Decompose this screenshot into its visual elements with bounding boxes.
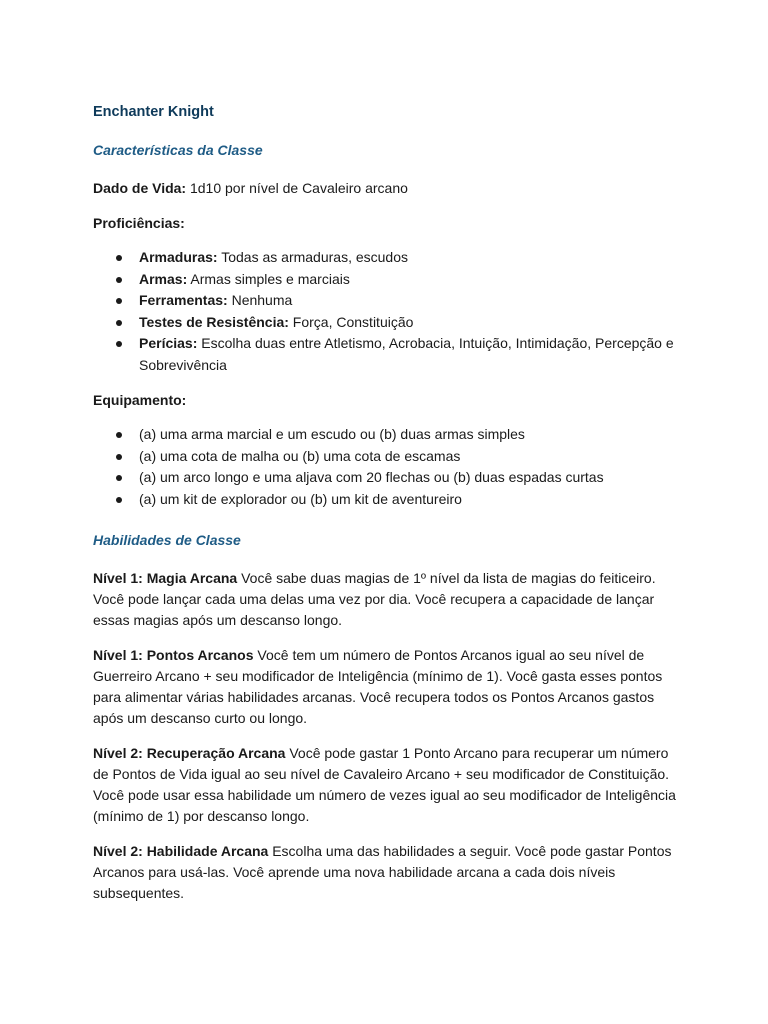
feature-text: Você tem um número de Pontos Arcanos igual ao seu nível de Guerreiro Arcano + seu modificador de Inteligência (mínimo de 1). Você gasta esses pontos para alimentar várias habilidades arcanas. Você recupera todos os Pontos Arcanos gastos após um descanso curto ou longo. bbox=[93, 647, 663, 726]
hit-die-line bbox=[93, 178, 678, 199]
proficiency-label: Testes de Resistência: bbox=[139, 313, 289, 330]
proficiency-label: Ferramentas: bbox=[139, 292, 228, 308]
document-title: Enchanter Knight bbox=[93, 104, 214, 120]
bullet-icon bbox=[116, 497, 122, 503]
feature-paragraph bbox=[93, 743, 678, 827]
equipment-text: (a) um arco longo e uma aljava com 20 flechas ou (b) duas espadas curtas bbox=[139, 469, 604, 485]
bullet-icon bbox=[116, 475, 122, 481]
bullet-icon bbox=[116, 341, 122, 347]
list-item bbox=[93, 333, 678, 376]
bullet-icon bbox=[116, 454, 122, 460]
feature-text: Escolha uma das habilidades a seguir. Você pode gastar Pontos Arcanos para usá-las. Você aprende uma nova habilidade arcana a cada dois níveis subsequentes. bbox=[93, 843, 672, 901]
feature-paragraph bbox=[93, 645, 678, 729]
list-item bbox=[93, 312, 678, 334]
proficiency-text: Todas as armaduras, escudos bbox=[217, 249, 408, 265]
proficiency-text: Nenhuma bbox=[227, 292, 293, 308]
list-item bbox=[93, 446, 678, 468]
equipment-text: (a) uma arma marcial e um escudo ou (b) duas armas simples bbox=[139, 426, 525, 442]
equipment-text: (a) um kit de explorador ou (b) um kit de aventureiro bbox=[139, 490, 462, 507]
equipment-list bbox=[93, 424, 678, 510]
list-item bbox=[93, 269, 678, 291]
feature-text: Você sabe duas magias de 1º nível da lista de magias do feiticeiro. Você pode lançar cada uma delas uma vez por dia. Você recupera a capacidade de lançar essas magias após um descanso longo. bbox=[93, 570, 656, 628]
hit-die-text: 1d10 por nível de Cavaleiro arcano bbox=[186, 180, 408, 196]
proficiencies-list bbox=[93, 247, 678, 376]
feature-label: Nível 2: Recuperação Arcana bbox=[93, 745, 286, 761]
bullet-icon bbox=[116, 255, 122, 261]
proficiency-label: Armaduras: bbox=[139, 249, 218, 265]
proficiencies-label: Proficiências: bbox=[93, 215, 185, 231]
feature-label: Nível 2: Habilidade Arcana bbox=[93, 843, 269, 859]
proficiency-text: Força, Constituição bbox=[288, 313, 414, 330]
bullet-icon bbox=[116, 320, 122, 326]
proficiency-label: Perícias: bbox=[139, 335, 198, 351]
equipment-text: (a) uma cota de malha ou (b) uma cota de escamas bbox=[139, 447, 461, 464]
hit-die-label: Dado de Vida: bbox=[93, 180, 187, 196]
feature-text: Você pode gastar 1 Ponto Arcano para recuperar um número de Pontos de Vida igual ao seu nível de Cavaleiro Arcano + seu modificador de Constituição. Você pode usar essa habilidade um número de vezes igual ao seu modificador de Inteligência (mínimo de 1) por descanso longo. bbox=[93, 745, 676, 824]
feature-paragraph bbox=[93, 568, 678, 631]
bullet-icon bbox=[116, 298, 122, 304]
feature-label: Nível 1: Pontos Arcanos bbox=[93, 647, 254, 663]
list-item bbox=[93, 467, 678, 489]
proficiency-label: Armas: bbox=[139, 270, 188, 287]
feature-label: Nível 1: Magia Arcana bbox=[93, 570, 238, 586]
bullet-icon bbox=[116, 277, 122, 283]
bullet-icon bbox=[116, 432, 122, 438]
section-heading-class-abilities: Habilidades de Classe bbox=[93, 532, 241, 548]
feature-paragraph bbox=[93, 841, 678, 904]
list-item bbox=[93, 247, 678, 269]
proficiency-text: Escolha duas entre Atletismo, Acrobacia, Intuição, Intimidação, Percepção e Sobrevivência bbox=[139, 335, 674, 373]
proficiency-text: Armas simples e marciais bbox=[187, 270, 350, 287]
equipment-label: Equipamento: bbox=[93, 392, 187, 408]
section-heading-class-features: Características da Classe bbox=[93, 142, 263, 158]
list-item bbox=[93, 290, 678, 312]
list-item bbox=[93, 489, 678, 511]
list-item bbox=[93, 424, 678, 446]
